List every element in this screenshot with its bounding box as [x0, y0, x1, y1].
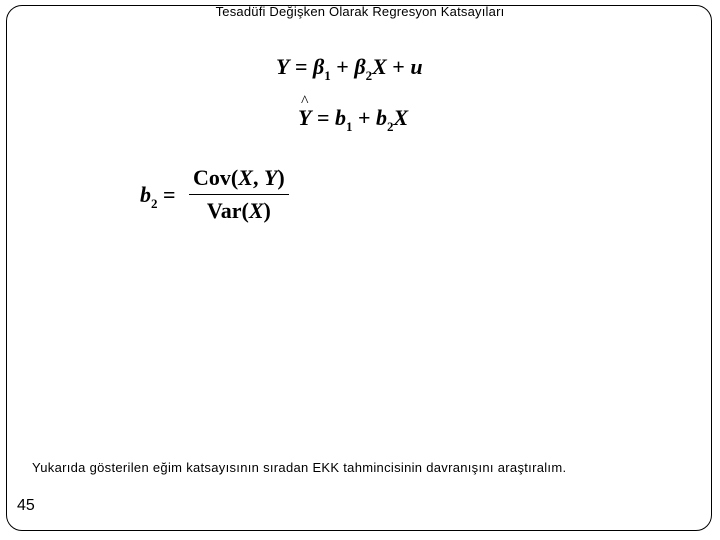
body-text: Yukarıda gösterilen eğim katsayısının sıradan EKK tahmincisinin davranışını araştıralım. [32, 460, 567, 475]
slope-fraction [189, 165, 289, 224]
fitted-equation: ^ $Y = b_1 + b_2X$ [298, 93, 409, 134]
page-number: 45 [17, 497, 35, 514]
model-equation: $Y = \beta_1 + \beta_2X + u$ [276, 54, 423, 83]
slide-frame [6, 5, 712, 531]
slope-denominator: Var(X) [206, 198, 271, 223]
slope-equation: $b_2$ = $\frac{\text{Cov(X, Y)}}{\text{Var(X)}}$ [140, 165, 289, 224]
slope-numerator: Cov(X, Y) [189, 165, 289, 195]
slide-title: Tesadüfi Değişken Olarak Regresyon Katsayıları [215, 4, 505, 19]
